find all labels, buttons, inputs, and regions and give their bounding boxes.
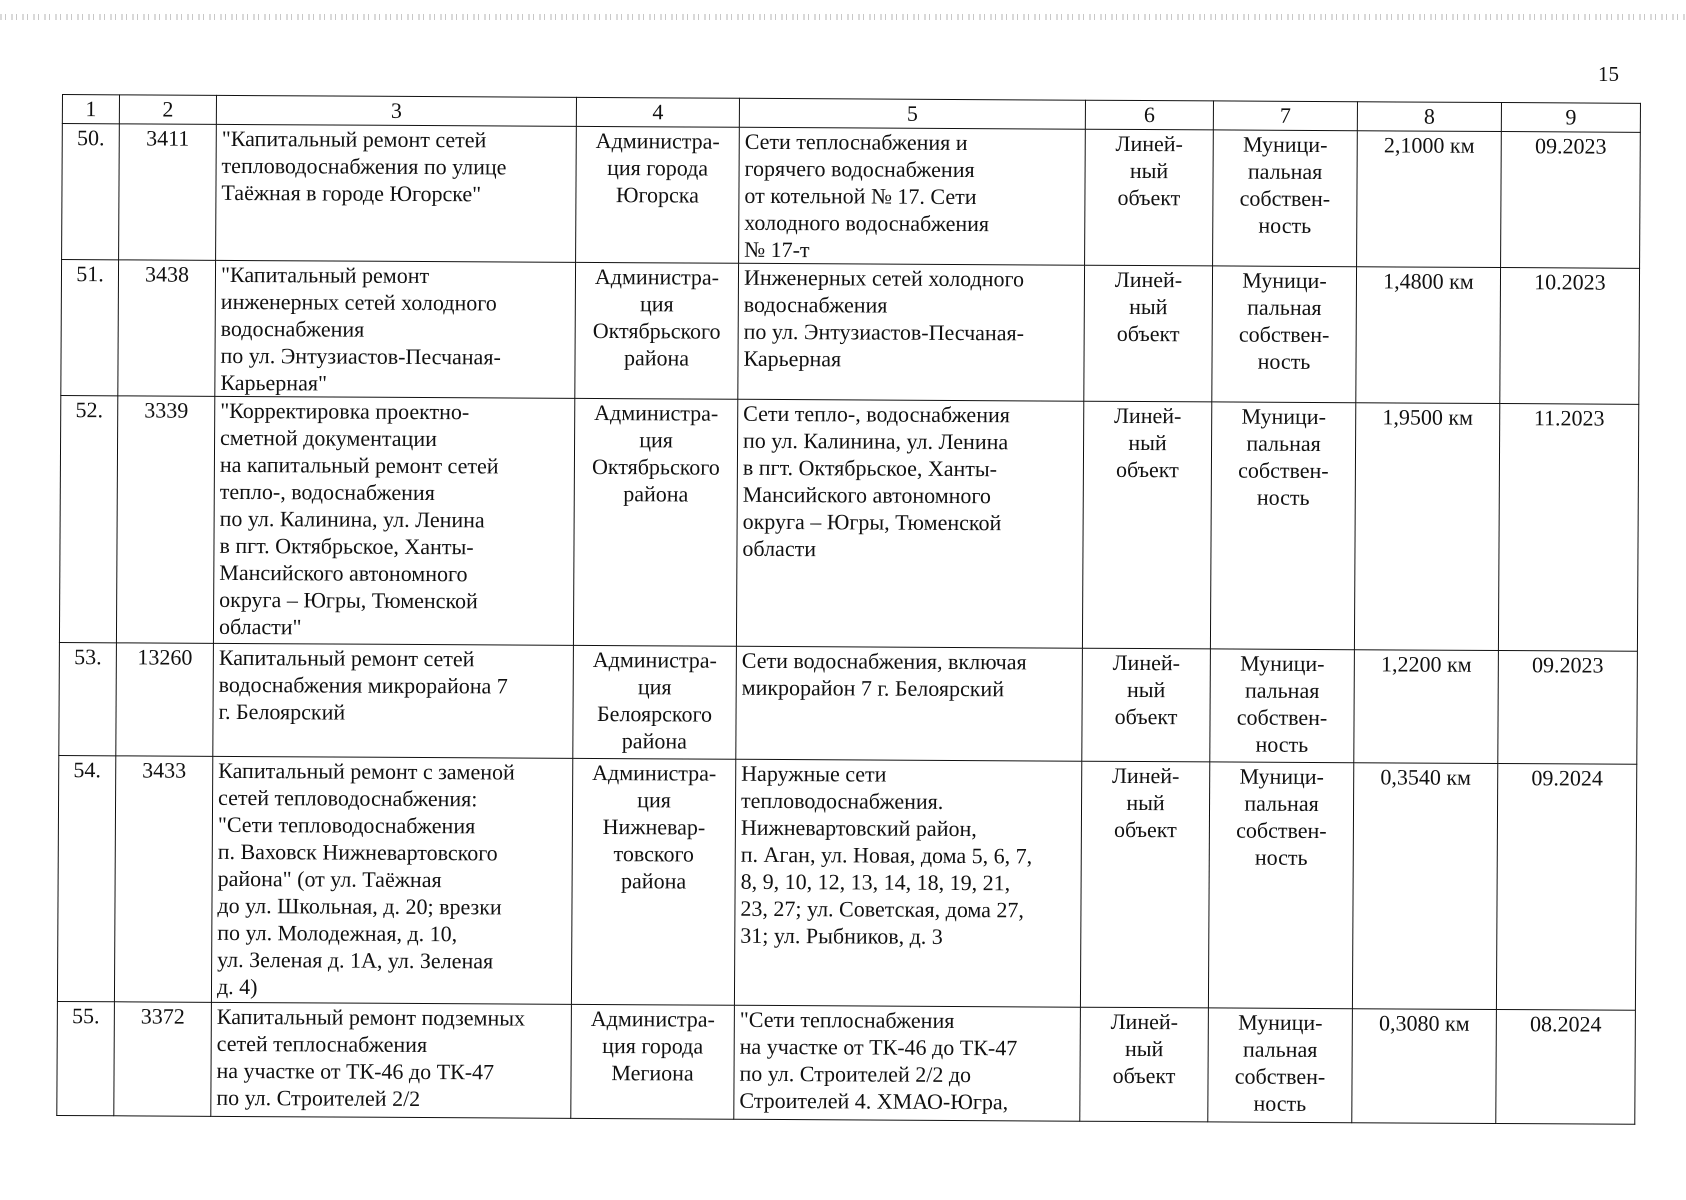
project-name-cell: Капитальный ремонт с заменой сетей тепловодоснабжения: "Сети тепловодоснабжения п. Ваховск Нижневартовского района" (от ул. Таёжная до ул. Школьная, д. 20; врезки по ул. Молодежная, д. 10, ул. Зеленая д. 1А, ул. Зеленая д. 4) — [211, 756, 572, 1004]
object-code-cell: 3372 — [114, 1002, 212, 1117]
object-description-cell: Наружные сети тепловодоснабжения. Нижневартовский район, п. Аган, ул. Новая, дома 5, 6, 7, 8, 9, 10, 12, 13, 14, 18, 19, 21, 23, 27; ул. Советская, дома 27, 31; ул. Рыбников, д. 3 — [734, 759, 1081, 1007]
row-number-cell: 53. — [59, 642, 117, 755]
object-type-cell: Линей- ный объект — [1084, 265, 1213, 402]
column-number: 7 — [1213, 101, 1357, 131]
object-description-cell: Сети теплоснабжения и горячего водоснабжения от котельной № 17. Сети холодного водоснабжения № 17-т — [739, 127, 1086, 265]
ownership-cell: Муници- пальная собствен- ность — [1210, 649, 1355, 763]
row-number-cell: 50. — [62, 124, 120, 260]
customer-cell: Администра- ция города Югорска — [576, 126, 740, 263]
page-number: 15 — [1598, 62, 1619, 86]
column-number: 1 — [62, 95, 119, 124]
projects-table — [56, 94, 1641, 1125]
table-row — [59, 642, 1638, 764]
row-number-cell: 51. — [61, 260, 119, 396]
column-number: 4 — [576, 97, 739, 127]
object-code-cell: 3433 — [114, 756, 212, 1003]
object-type-cell: Линей- ный объект — [1082, 401, 1211, 649]
object-type-cell: Линей- ный объект — [1082, 648, 1211, 762]
object-description-cell: Инженерных сетей холодного водоснабжения по ул. Энтузиастов-Песчаная- Карьерная — [738, 263, 1085, 401]
column-number: 9 — [1501, 103, 1640, 133]
date-cell: 09.2023 — [1498, 651, 1638, 765]
customer-cell: Администра- ция города Мегиона — [571, 1004, 735, 1119]
project-name-cell: "Капитальный ремонт сетей тепловодоснабжения по улице Таёжная в городе Югорске" — [216, 124, 577, 262]
row-number-cell: 52. — [59, 395, 117, 642]
row-number-cell: 54. — [57, 755, 115, 1001]
project-name-cell: Капитальный ремонт подземных сетей теплоснабжения на участке от ТК-46 до ТК-47 по ул. Строителей 2/2 — [211, 1002, 572, 1118]
object-code-cell: 3339 — [116, 396, 214, 644]
object-type-cell: Линей- ный объект — [1080, 1007, 1209, 1122]
table-row — [62, 124, 1641, 269]
column-number: 2 — [119, 95, 216, 125]
project-name-cell: "Корректировка проектно- сметной документации на капитальный ремонт сетей тепло-, водоснабжения по ул. Калинина, ул. Ленина в пгт. Октябрьское, Ханты- Мансийского автономного округа – Югры, Тюменской области" — [213, 396, 574, 645]
object-code-cell: 13260 — [116, 643, 214, 757]
column-number: 8 — [1357, 102, 1501, 132]
customer-cell: Администра- ция Белоярского района — [573, 645, 737, 759]
column-number: 6 — [1085, 100, 1213, 130]
table-row — [61, 260, 1640, 405]
length-cell: 2,1000 км — [1357, 131, 1502, 268]
length-cell: 0,3080 км — [1352, 1009, 1497, 1124]
object-type-cell: Линей- ный объект — [1085, 129, 1214, 266]
ownership-cell: Муници- пальная собствен- ность — [1208, 762, 1353, 1009]
object-description-cell: Сети тепло-, водоснабжения по ул. Калинина, ул. Ленина в пгт. Октябрьское, Ханты- Мансийского автономного округа – Югры, Тюменской области — [736, 399, 1083, 648]
object-code-cell: 3411 — [119, 124, 217, 261]
ownership-cell: Муници- пальная собствен- ность — [1213, 130, 1358, 267]
date-cell: 10.2023 — [1500, 268, 1640, 405]
date-cell: 09.2024 — [1496, 764, 1636, 1011]
customer-cell: Администра- ция Октябрьского района — [575, 262, 739, 399]
scan-edge-noise — [0, 14, 1686, 20]
ownership-cell: Муници- пальная собствен- ность — [1208, 1008, 1353, 1123]
project-name-cell: Капитальный ремонт сетей водоснабжения микрорайона 7 г. Белоярский — [213, 643, 574, 758]
length-cell: 0,3540 км — [1352, 763, 1497, 1010]
length-cell: 1,4800 км — [1356, 267, 1501, 404]
ownership-cell: Муници- пальная собствен- ность — [1212, 266, 1357, 403]
length-cell: 1,9500 км — [1354, 403, 1499, 651]
ownership-cell: Муници- пальная собствен- ность — [1210, 402, 1355, 650]
table-row — [57, 1001, 1636, 1124]
row-number-cell: 55. — [57, 1001, 115, 1115]
object-description-cell: "Сети теплоснабжения на участке от ТК-46 до ТК-47 по ул. Строителей 2/2 до Строителей 4. ХМАО-Югра, — [734, 1005, 1081, 1121]
customer-cell: Администра- ция Октябрьского района — [573, 398, 737, 646]
length-cell: 1,2200 км — [1354, 650, 1499, 764]
object-code-cell: 3438 — [118, 260, 216, 397]
table-row — [57, 755, 1636, 1010]
customer-cell: Администра- ция Нижневар- товского района — [571, 758, 735, 1005]
object-type-cell: Линей- ный объект — [1080, 761, 1209, 1008]
object-description-cell: Сети водоснабжения, включая микрорайон 7 г. Белоярский — [736, 646, 1083, 761]
table-row — [59, 395, 1638, 651]
project-name-cell: "Капитальный ремонт инженерных сетей холодного водоснабжения по ул. Энтузиастов-Песчаная- Карьерная" — [215, 260, 576, 398]
column-number: 5 — [739, 98, 1085, 129]
column-number: 3 — [216, 95, 576, 126]
date-cell: 09.2023 — [1501, 132, 1641, 269]
date-cell: 08.2024 — [1496, 1010, 1636, 1125]
date-cell: 11.2023 — [1498, 404, 1638, 652]
